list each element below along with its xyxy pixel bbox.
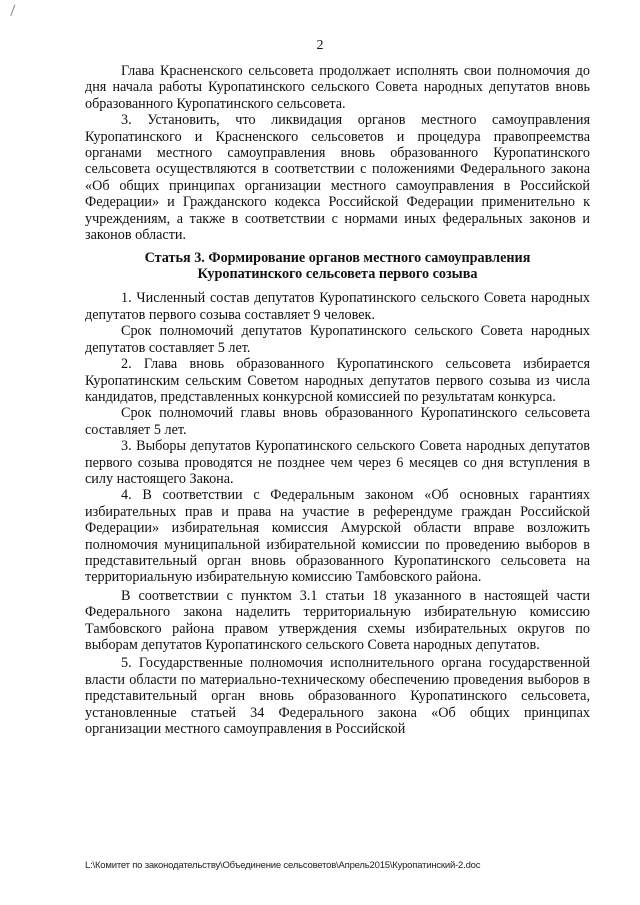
paragraph: В соответствии с пунктом 3.1 статьи 18 указанного в настоящей части Федерального закона наделить территориальную избирательную комиссию Тамбовского района правом утверждения схемы избирательных округов по выборам депутатов Куропатинского сельского Совета народных депутатов. [85,587,590,653]
paragraph: 5. Государственные полномочия исполнительного органа государственной власти области по материально-техническому обеспечению проведения выборов в представительный орган вновь образованного Куропатинского сельсовета, установленные статьей 34 Федерального закона «Об общих принципах организации местного самоуправления в Российской [85,655,590,738]
paragraph: 3. Установить, что ликвидация органов местного самоуправления Куропатинского и Красненского сельсоветов и процедура правопреемства органами местного самоуправления вновь образованного Куропатинского сельсовета осуществляются в соответствии с положениями Федерального закона «Об общих принципах организации местного самоуправления в Российской Федерации» и Гражданского кодекса Российской Федерации применительно к учреждениям, а также в соответствии с нормами иных федеральных законов и законов области. [85,112,590,244]
paragraph: Срок полномочий главы вновь образованного Куропатинского сельсовета составляет 5 лет. [85,405,590,438]
article-heading-line1: Статья 3. Формирование органов местного самоуправления [144,250,531,267]
paragraph: 3. Выборы депутатов Куропатинского сельского Совета народных депутатов первого созыва проводятся не позднее чем через 6 месяцев со дня вступления в силу настоящего Закона. [85,438,590,487]
scan-mark [10,4,24,19]
paragraph: 1. Численный состав депутатов Куропатинского сельского Совета народных депутатов первого созыва составляет 9 человек. [85,290,590,323]
file-path-footer: L:\Комитет по законодательству\Объединение сельсоветов\Апрель2015\Куропатинский-2.doc [85,860,481,871]
document-body [85,63,590,737]
spacer [85,282,590,290]
paragraph: 2. Глава вновь образованного Куропатинского сельсовета избирается Куропатинским сельским Советом народных депутатов первого созыва из числа кандидатов, представленных конкурсной комиссией по результатам конкурса. [85,356,590,405]
paragraph: Срок полномочий депутатов Куропатинского сельского Совета народных депутатов составляет 5 лет. [85,323,590,356]
page-number: 2 [316,38,324,53]
paragraph: Глава Красненского сельсовета продолжает исполнять свои полномочия до дня начала работы Куропатинского сельского Совета народных депутатов вновь образованного Куропатинского сельсовета. [85,63,590,112]
paragraph: 4. В соответствии с Федеральным законом «Об основных гарантиях избирательных прав и права на участие в референдуме граждан Российской Федерации» избирательная комиссия Амурской области вправе возложить полномочия муниципальной избирательной комиссии по проведению выборов в представительный орган вновь образованного Куропатинского сельсовета на территориальную избирательную комиссию Тамбовского района. [85,487,590,586]
article-heading-line2: Куропатинского сельсовета первого созыва [197,265,478,282]
